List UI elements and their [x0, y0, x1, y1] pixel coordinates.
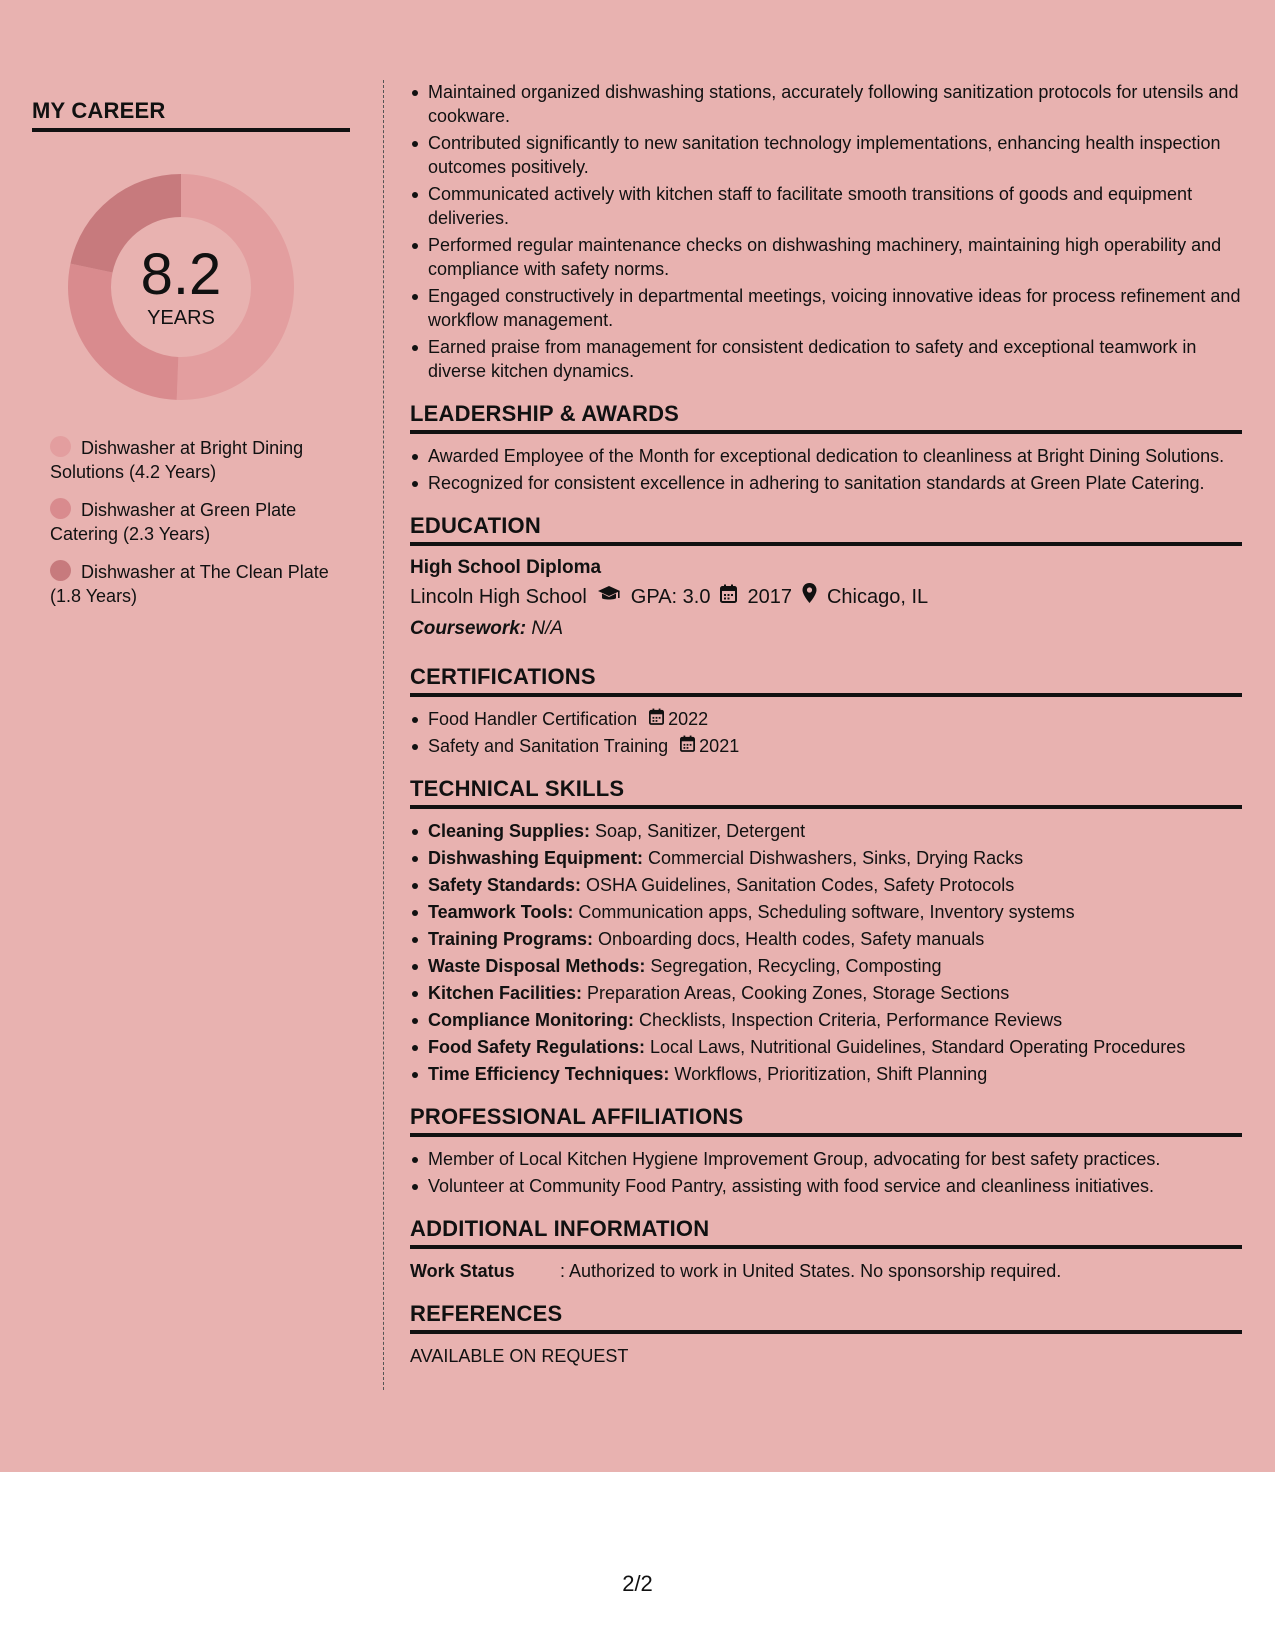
skill-category: Safety Standards:	[428, 875, 582, 895]
leadership-heading: LEADERSHIP & AWARDS	[410, 401, 1242, 434]
list-item: Earned praise from management for consistent dedication to safety and exceptional teamwork in diverse kitchen dynamics.	[410, 335, 1242, 383]
legend-dot	[50, 498, 71, 519]
certification-year: 2022	[668, 709, 709, 729]
skill-category: Dishwashing Equipment:	[428, 848, 644, 868]
legend-label: Dishwasher at Green Plate Catering (2.3 Years)	[50, 500, 297, 544]
skill-values: Checklists, Inspection Criteria, Performance Reviews	[634, 1010, 1063, 1030]
skill-category: Food Safety Regulations:	[428, 1037, 646, 1057]
education-degree: High School Diploma	[410, 557, 602, 578]
list-item: Contributed significantly to new sanitation technology implementations, enhancing health inspection outcomes positively.	[410, 131, 1242, 179]
skill-values: Commercial Dishwashers, Sinks, Drying Racks	[643, 848, 1024, 868]
education-details	[410, 582, 1242, 612]
list-item: Communicated actively with kitchen staff to facilitate smooth transitions of goods and equipment deliveries.	[410, 182, 1242, 230]
calendar-icon	[720, 582, 737, 612]
list-item	[410, 981, 1242, 1005]
skill-category: Teamwork Tools:	[428, 902, 574, 922]
list-item	[410, 927, 1242, 951]
skills-list	[410, 819, 1242, 1086]
list-item	[410, 873, 1242, 897]
education-gpa: GPA: 3.0	[630, 586, 711, 608]
total-years-value: 8.2	[140, 241, 222, 307]
list-item: Awarded Employee of the Month for exceptional dedication to cleanliness at Bright Dining Solutions.	[410, 444, 1242, 468]
page-number: 2/2	[622, 1571, 653, 1596]
skill-category: Waste Disposal Methods:	[428, 956, 646, 976]
education-school: Lincoln High School	[410, 586, 587, 608]
additional-info-heading: ADDITIONAL INFORMATION	[410, 1216, 1242, 1249]
coursework-value: N/A	[531, 618, 564, 639]
skill-category: Cleaning Supplies:	[428, 821, 591, 841]
work-status-value: : Authorized to work in United States. No sponsorship required.	[560, 1261, 1062, 1281]
references-heading: REFERENCES	[410, 1301, 1242, 1334]
skill-values: Local Laws, Nutritional Guidelines, Standard Operating Procedures	[645, 1037, 1186, 1057]
list-item	[410, 1008, 1242, 1032]
certification-name: Food Handler Certification	[428, 709, 638, 729]
legend-dot	[50, 560, 71, 581]
legend-label: Dishwasher at The Clean Plate (1.8 Years)	[50, 562, 329, 606]
career-donut-chart	[66, 172, 296, 402]
skill-category: Compliance Monitoring:	[428, 1010, 634, 1030]
education-heading: EDUCATION	[410, 513, 1242, 546]
legend-item	[50, 560, 340, 608]
work-status-row	[410, 1259, 1242, 1283]
skill-category: Kitchen Facilities:	[428, 983, 583, 1003]
calendar-icon	[649, 707, 664, 731]
list-item: Recognized for consistent excellence in adhering to sanitation standards at Green Plate Catering.	[410, 471, 1242, 495]
education-coursework	[410, 616, 1242, 642]
certification-name: Safety and Sanitation Training	[428, 736, 669, 756]
list-item: Member of Local Kitchen Hygiene Improvement Group, advocating for best safety practices.	[410, 1147, 1242, 1171]
certification-entry	[428, 734, 739, 758]
list-item: Engaged constructively in departmental meetings, voicing innovative ideas for process refinement and workflow management.	[410, 284, 1242, 332]
calendar-icon	[680, 734, 695, 758]
donut-center	[66, 172, 296, 402]
graduation-cap-icon	[597, 582, 621, 612]
skill-category: Training Programs:	[428, 929, 594, 949]
career-legend	[50, 436, 340, 608]
skill-values: OSHA Guidelines, Sanitation Codes, Safety Protocols	[581, 875, 1015, 895]
skill-values: Onboarding docs, Health codes, Safety manuals	[593, 929, 985, 949]
skill-values: Soap, Sanitizer, Detergent	[590, 821, 806, 841]
experience-bullets	[410, 80, 1242, 383]
list-item	[410, 819, 1242, 843]
skill-values: Preparation Areas, Cooking Zones, Storage Sections	[582, 983, 1010, 1003]
list-item: Volunteer at Community Food Pantry, assisting with food service and cleanliness initiatives.	[410, 1174, 1242, 1198]
list-item: Maintained organized dishwashing stations, accurately following sanitization protocols for utensils and cookware.	[410, 80, 1242, 128]
list-item	[410, 707, 1242, 731]
column-divider	[383, 80, 384, 1390]
list-item	[410, 846, 1242, 870]
career-sidebar	[32, 98, 352, 622]
list-item	[410, 900, 1242, 924]
education-year: 2017	[747, 586, 792, 608]
career-heading: MY CAREER	[32, 98, 350, 132]
skill-values: Communication apps, Scheduling software, Inventory systems	[573, 902, 1075, 922]
skill-category: Time Efficiency Techniques:	[428, 1064, 670, 1084]
list-item	[410, 954, 1242, 978]
certifications-heading: CERTIFICATIONS	[410, 664, 1242, 697]
list-item	[410, 1062, 1242, 1086]
legend-item	[50, 436, 340, 484]
leadership-list	[410, 444, 1242, 495]
references-text: AVAILABLE ON REQUEST	[410, 1346, 629, 1366]
certification-year: 2021	[699, 736, 740, 756]
affiliations-list	[410, 1147, 1242, 1198]
education-location: Chicago, IL	[826, 586, 929, 608]
main-content	[410, 80, 1242, 1368]
list-item	[410, 1035, 1242, 1059]
affiliations-heading: PROFESSIONAL AFFILIATIONS	[410, 1104, 1242, 1137]
legend-label: Dishwasher at Bright Dining Solutions (4.2 Years)	[50, 438, 304, 482]
list-item: Performed regular maintenance checks on dishwashing machinery, maintaining high operability and compliance with safety norms.	[410, 233, 1242, 281]
legend-dot	[50, 436, 71, 457]
legend-item	[50, 498, 340, 546]
work-status-label: Work Status	[410, 1261, 515, 1281]
certification-entry	[428, 707, 708, 731]
total-years-unit: YEARS	[147, 306, 215, 329]
coursework-label: Coursework:	[410, 618, 527, 639]
skills-heading: TECHNICAL SKILLS	[410, 776, 1242, 809]
list-item	[410, 734, 1242, 758]
skill-values: Workflows, Prioritization, Shift Planning	[669, 1064, 988, 1084]
map-pin-icon	[802, 582, 817, 612]
skill-values: Segregation, Recycling, Composting	[645, 956, 942, 976]
certifications-list	[410, 707, 1242, 758]
